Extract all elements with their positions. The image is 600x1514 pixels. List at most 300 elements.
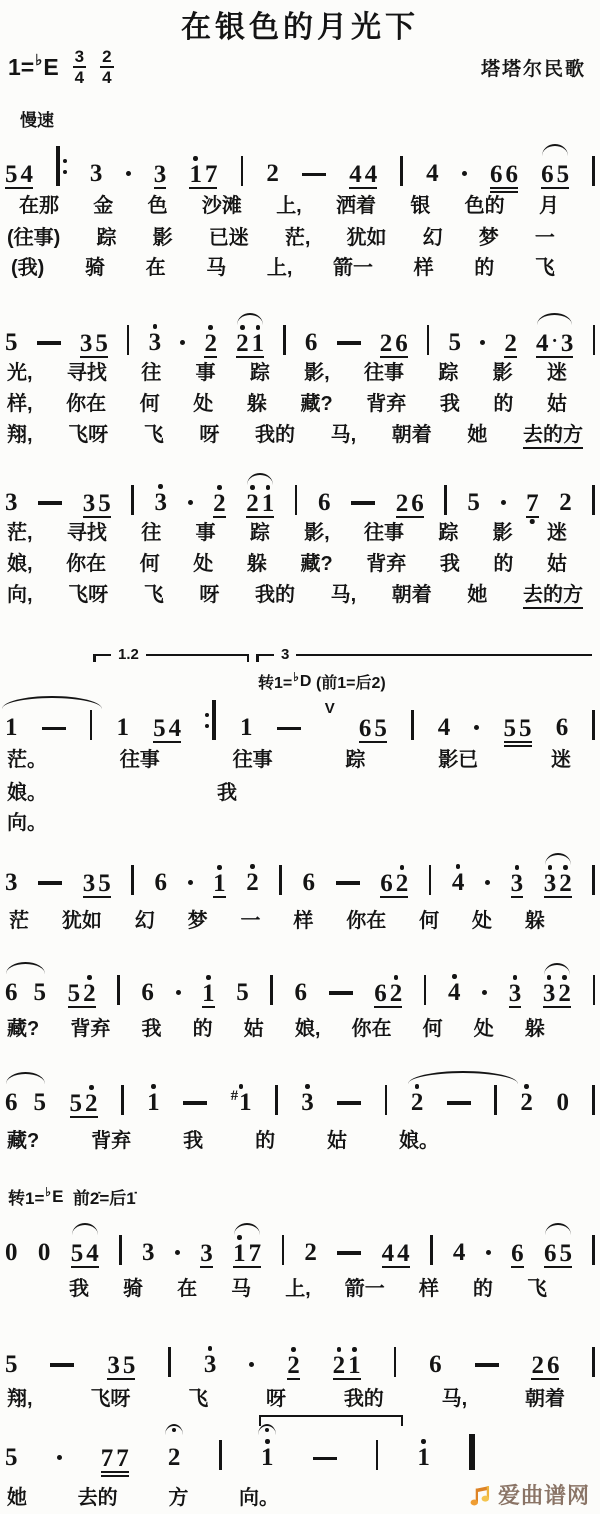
octave-dot-above [208, 325, 213, 330]
barline [592, 1085, 595, 1115]
slur-arc [537, 313, 572, 325]
note-digit: 3 [82, 489, 96, 517]
note [20, 156, 34, 188]
note-digit: 6 [141, 978, 154, 1006]
lyric-syllable: 影, [304, 361, 330, 384]
note-digit: 3 [142, 1238, 155, 1266]
note [33, 974, 47, 1006]
octave-dot-spacer [38, 1084, 43, 1089]
barline [241, 156, 244, 186]
note-group [544, 1235, 572, 1268]
note-group [142, 1234, 155, 1268]
lyric-syllable: 娘, [294, 1017, 321, 1040]
note [154, 864, 167, 896]
octave-dot-above [394, 975, 399, 980]
note-digit: 1 [417, 1443, 430, 1471]
note [116, 709, 129, 741]
note-digit: 4 [426, 159, 439, 187]
note [5, 709, 18, 741]
lyric-syllable: 向。 [7, 812, 47, 834]
note-digit: 6 [541, 160, 554, 188]
note [266, 155, 279, 187]
lyric-syllable: 我的 [343, 1387, 384, 1410]
note-digit: 2 [379, 329, 393, 357]
note-group [5, 484, 18, 518]
lyric-syllable: 踪 [438, 361, 459, 384]
note-digit: 2 [246, 489, 259, 517]
duration-dot [176, 990, 181, 995]
note-digit: 1 [233, 1239, 246, 1267]
octave-dot-spacer [535, 1347, 540, 1352]
octave-dot-spacer [400, 485, 405, 490]
lyric-row [5, 812, 69, 834]
lyric-syllable: 踪 [249, 361, 270, 384]
barline [592, 156, 595, 186]
note-group [359, 710, 387, 743]
lyric-syllable: 光, [7, 361, 33, 384]
note [349, 156, 362, 188]
note-group [509, 975, 522, 1008]
note-digit: 6 [546, 1351, 560, 1379]
note-digit: 2 [236, 329, 249, 357]
note [261, 1439, 274, 1471]
note-group [38, 1234, 51, 1268]
note-group [411, 1084, 424, 1118]
barline [295, 485, 298, 515]
lyric-syllable: 背弃 [366, 392, 407, 415]
lyric-syllable: 呀 [199, 583, 220, 606]
note [526, 485, 539, 517]
dash-line [329, 991, 353, 995]
octave-dot-spacer [111, 1347, 116, 1352]
note-digit: 5 [33, 978, 46, 1006]
note [451, 864, 465, 896]
note [67, 975, 81, 1007]
lyric-syllable: 茫, [284, 227, 311, 249]
lyric-syllable: 寻找 [66, 361, 107, 384]
note [70, 1235, 84, 1267]
lyric-syllable: 的 [255, 1129, 276, 1152]
notes-row [5, 1066, 595, 1118]
octave-dot-above [456, 864, 461, 869]
note-digit: 2 [558, 979, 571, 1007]
lyric-row [5, 424, 595, 449]
lyric-syllable: 去的方 [523, 584, 583, 609]
note [154, 484, 167, 516]
note-digit: 5 [448, 328, 462, 356]
note-digit: 3 [508, 979, 522, 1007]
note-digit: 3 [5, 868, 18, 896]
notes-row [5, 306, 595, 358]
octave-dot-spacer [457, 1234, 462, 1239]
note-digit: 3 [301, 1088, 314, 1116]
slur-arc [545, 1223, 571, 1235]
lyric-syllable: 迷 [546, 361, 567, 384]
note-digit: 6 [317, 488, 331, 516]
note-digit: 0 [5, 1238, 18, 1266]
barline [429, 865, 432, 895]
octave-dot-above [158, 484, 163, 489]
note-group [261, 1439, 274, 1473]
slur-arc [542, 144, 568, 156]
lyric-row [5, 1018, 595, 1040]
octave-dot-above [217, 865, 222, 870]
dash-line [447, 1101, 471, 1105]
lyric-syllable: 的 [474, 257, 495, 279]
lyric-syllable: 犹如 [346, 227, 387, 249]
note [5, 974, 18, 1006]
note-group [559, 484, 572, 518]
breath-mark: V [324, 700, 335, 717]
note [5, 1084, 18, 1116]
lyric-syllable: (我) [11, 257, 45, 279]
dash-line [277, 727, 301, 731]
lyric-syllable: 我 [439, 392, 460, 415]
note-digit: 5 [556, 160, 570, 188]
duration-dot [480, 340, 485, 345]
note-digit: 4 [364, 160, 378, 188]
lyric-syllable: 她 [467, 423, 488, 446]
note-digit: 4 [20, 160, 33, 188]
note [511, 1235, 524, 1267]
lyric-syllable: 藏? [7, 1129, 40, 1152]
lyric-syllable: 样 [418, 1277, 439, 1300]
lyric-syllable: 影 [152, 227, 173, 249]
note-group [380, 325, 408, 358]
octave-dot-below [530, 519, 535, 524]
note-digit: 7 [100, 1444, 114, 1472]
note-group [541, 156, 569, 189]
note-digit: 5 [5, 1443, 18, 1471]
octave-dot-above [250, 485, 255, 490]
lyric-syllable: 处 [193, 552, 214, 575]
lyric-syllable: 方 [168, 1487, 189, 1509]
lyric-syllable: 我的 [255, 423, 295, 446]
note-group [71, 1235, 99, 1268]
note [520, 1084, 533, 1116]
lyric-row [5, 227, 595, 249]
lyric-syllable: 躲 [524, 1017, 545, 1040]
note-digit: 4 [381, 1239, 395, 1267]
note-group [556, 1084, 569, 1118]
note-group [490, 156, 518, 189]
dash-line [475, 1363, 499, 1367]
note-digit: 3 [148, 328, 162, 356]
lyric-syllable: 背弃 [70, 1017, 111, 1040]
note [86, 1235, 99, 1267]
note [317, 484, 331, 516]
octave-dot-above [352, 1347, 357, 1352]
barline [283, 325, 286, 355]
lyric-syllable: 飞 [526, 1277, 547, 1300]
note [5, 156, 18, 188]
octave-dot-spacer [72, 975, 77, 980]
note-group [333, 1347, 361, 1380]
lyric-syllable: 你在 [66, 552, 107, 575]
octave-dot-spacer [560, 1084, 565, 1089]
note-digit: 6 [395, 329, 408, 357]
note [89, 155, 103, 187]
lyric-syllable: 去的 [77, 1487, 118, 1509]
lyric-syllable: 姑 [546, 552, 567, 575]
lyric-syllable: 姑 [243, 1017, 264, 1040]
duration-dot [175, 1250, 180, 1255]
note-group [90, 155, 103, 189]
lyric-syllable: 箭一 [344, 1277, 385, 1300]
slur-arc [6, 962, 45, 974]
barline [90, 710, 93, 740]
lyric-syllable: 你在 [346, 909, 387, 932]
music-note-icon [469, 1483, 493, 1507]
note-group [213, 485, 226, 518]
octave-dot-spacer [401, 1235, 406, 1240]
lyric-syllable: 朝着 [391, 583, 432, 606]
note-digit: 2 [395, 489, 409, 517]
note-digit: 2 [559, 869, 572, 897]
tie-arc [408, 1071, 518, 1084]
lyric-syllable: 马, [441, 1387, 468, 1410]
key-time-signature [8, 48, 114, 87]
note [552, 330, 558, 354]
lyric-syllable: 飞 [534, 257, 555, 279]
note-digit: 1 [5, 713, 18, 741]
lyric-row [5, 522, 595, 544]
lyric-syllable: 飞 [188, 1387, 209, 1410]
lyric-syllable: 飞 [143, 583, 164, 606]
note [98, 865, 111, 897]
slur-arc [544, 963, 570, 975]
modulation-prefix: 转1= [258, 675, 293, 692]
lyric-row [5, 195, 595, 217]
dash-line [336, 881, 360, 885]
note [153, 156, 167, 188]
note-group [453, 1234, 466, 1268]
octave-dot-above [452, 974, 457, 979]
lyric-syllable: 藏? [300, 552, 333, 575]
note [83, 975, 96, 1007]
note [239, 709, 253, 741]
lyric-syllable: 骑 [123, 1277, 144, 1300]
lyric-syllable: 翔, [7, 423, 33, 446]
lyric-syllable: 的 [472, 1277, 493, 1300]
note-digit: 5 [95, 329, 108, 357]
volta-bracket-1-2 [95, 646, 247, 665]
lyric-syllable: 月 [538, 195, 559, 217]
lyric-syllable: 朝着 [391, 423, 432, 446]
music-system [5, 682, 595, 834]
lyric-syllable: 处 [193, 392, 214, 415]
octave-dot-above [237, 1235, 242, 1240]
note-digit: 6 [380, 869, 393, 897]
octave-dot-spacer [565, 325, 570, 330]
barline [279, 865, 282, 895]
slur-arc [237, 313, 263, 325]
note [508, 975, 522, 1007]
lyric-syllable: 我 [141, 1017, 162, 1040]
note [559, 1235, 573, 1267]
dash-line [302, 173, 326, 177]
note [348, 1347, 361, 1379]
note [543, 865, 557, 897]
note-digit: 6 [429, 1350, 442, 1378]
octave-dot-above [548, 865, 553, 870]
note-group [396, 485, 424, 518]
octave-dot-spacer [87, 865, 92, 870]
lyric-syllable: 影 [492, 521, 513, 544]
note-digit: 6 [154, 868, 167, 896]
note-group [531, 1347, 559, 1380]
note [381, 1235, 395, 1267]
note-group [504, 325, 517, 358]
note-digit: 5 [98, 869, 111, 897]
octave-dot-above [89, 1085, 94, 1090]
note [167, 1439, 181, 1471]
note-group [556, 709, 569, 743]
note [332, 1347, 346, 1379]
octave-dot-above [217, 485, 222, 490]
lyric-syllable: 影 [492, 361, 513, 384]
note-group [204, 325, 217, 358]
lyric-syllable: 何 [422, 1017, 443, 1040]
barline [592, 1235, 595, 1265]
duration-dot [57, 1455, 62, 1460]
octave-dot-spacer [38, 974, 43, 979]
note [448, 324, 462, 356]
octave-dot-spacer [42, 1234, 47, 1239]
note-group [5, 1346, 18, 1380]
lyric-syllable: 躲 [246, 552, 267, 575]
lyric-syllable: 姑 [546, 392, 567, 415]
note [389, 975, 403, 1007]
octave-dot-spacer [74, 1085, 79, 1090]
modulation-note: 前2̇=后1̇ [72, 1189, 136, 1208]
lyric-syllable: (往事) [7, 227, 61, 249]
note-digit: 6 [555, 713, 569, 741]
note-digit: 4 [397, 1239, 410, 1267]
note [364, 156, 378, 188]
note-digit: 1 [147, 1088, 160, 1116]
lyric-row [5, 749, 595, 771]
lyric-syllable: 上, [285, 1277, 311, 1300]
modulation-marking-2 [8, 1184, 136, 1209]
lyric-syllable: 向, [7, 583, 33, 606]
note-digit: 2 [531, 1351, 544, 1379]
notes-row [5, 466, 595, 518]
barline [270, 975, 273, 1005]
note-digit: 6 [304, 328, 318, 356]
tie-arc [2, 696, 102, 709]
barline [385, 1085, 388, 1115]
lyric-row [5, 910, 595, 932]
note-digit: 5 [33, 1088, 46, 1116]
note-digit: 2 [246, 868, 259, 896]
note-group [231, 1084, 252, 1118]
note [213, 485, 226, 517]
lyric-row [5, 1487, 279, 1509]
note-digit: 0 [556, 1088, 569, 1116]
repeat-start-barline [56, 146, 67, 186]
modulation-note: (前1=后2) [315, 675, 386, 692]
note-digit: 2 [395, 869, 409, 897]
tempo-marking: 慢速 [20, 111, 54, 130]
lyric-syllable: 娘。 [398, 1129, 439, 1152]
lyric-syllable: 我的 [255, 583, 295, 606]
lyric-syllable: 骑 [84, 257, 105, 279]
note-group [5, 709, 18, 743]
watermark [469, 1479, 590, 1510]
barline [427, 325, 430, 355]
lyric-syllable: 姑 [327, 1129, 348, 1152]
barline [411, 710, 414, 740]
key-letter: E [43, 53, 59, 80]
note-digit: 1 [213, 869, 226, 897]
note-digit: 5 [467, 488, 480, 516]
note-group [80, 325, 108, 358]
lyric-syllable: 寻找 [66, 521, 107, 544]
lyric-row [5, 782, 237, 804]
note-digit: 5 [5, 160, 18, 188]
note-group [380, 865, 408, 898]
note [489, 156, 503, 188]
note [203, 1346, 217, 1378]
note [142, 1234, 155, 1266]
note-group [304, 1234, 317, 1268]
note-digit: 0 [37, 1238, 51, 1266]
note-digit: 1 [251, 329, 265, 357]
note [236, 974, 249, 1006]
note-group [204, 1346, 217, 1380]
note-digit: 5 [503, 714, 517, 742]
note-digit: 5 [5, 1350, 18, 1378]
note-group [382, 1235, 410, 1268]
lyric-row [5, 584, 595, 609]
volta-bracket-3 [258, 646, 592, 665]
barline [119, 1235, 122, 1265]
barline [131, 485, 134, 515]
note [79, 325, 93, 357]
lyric-syllable: 马 [231, 1277, 252, 1300]
note-group [107, 1347, 135, 1380]
octave-dot-spacer [384, 325, 389, 330]
lyric-row [5, 393, 595, 415]
lyric-row [5, 1278, 595, 1300]
note-group [511, 865, 524, 898]
lyric-syllable: 躲 [524, 909, 545, 932]
note-digit: 5 [122, 1351, 136, 1379]
note [531, 1347, 544, 1379]
lyric-syllable: 茫。 [7, 749, 47, 771]
note-group [448, 974, 461, 1008]
octave-dot-spacer [84, 325, 89, 330]
note-digit: 1 [116, 713, 129, 741]
note-group [233, 1235, 261, 1268]
lyric-syllable: 踪 [345, 749, 366, 771]
lyric-syllable: 我 [183, 1129, 204, 1152]
lyric-syllable: 茫, [7, 521, 33, 544]
modulation-letter: E [52, 1186, 64, 1206]
final-barline [469, 1434, 475, 1470]
note [122, 1347, 136, 1379]
lyric-syllable: 样 [413, 257, 434, 279]
note-group [70, 1085, 98, 1118]
duration-dot [126, 171, 131, 176]
note [33, 1084, 47, 1116]
dash-line [38, 501, 62, 505]
note-digit: 6 [489, 160, 503, 188]
octave-dot-above [563, 865, 568, 870]
barline [592, 1347, 595, 1377]
notes-row [5, 846, 595, 898]
